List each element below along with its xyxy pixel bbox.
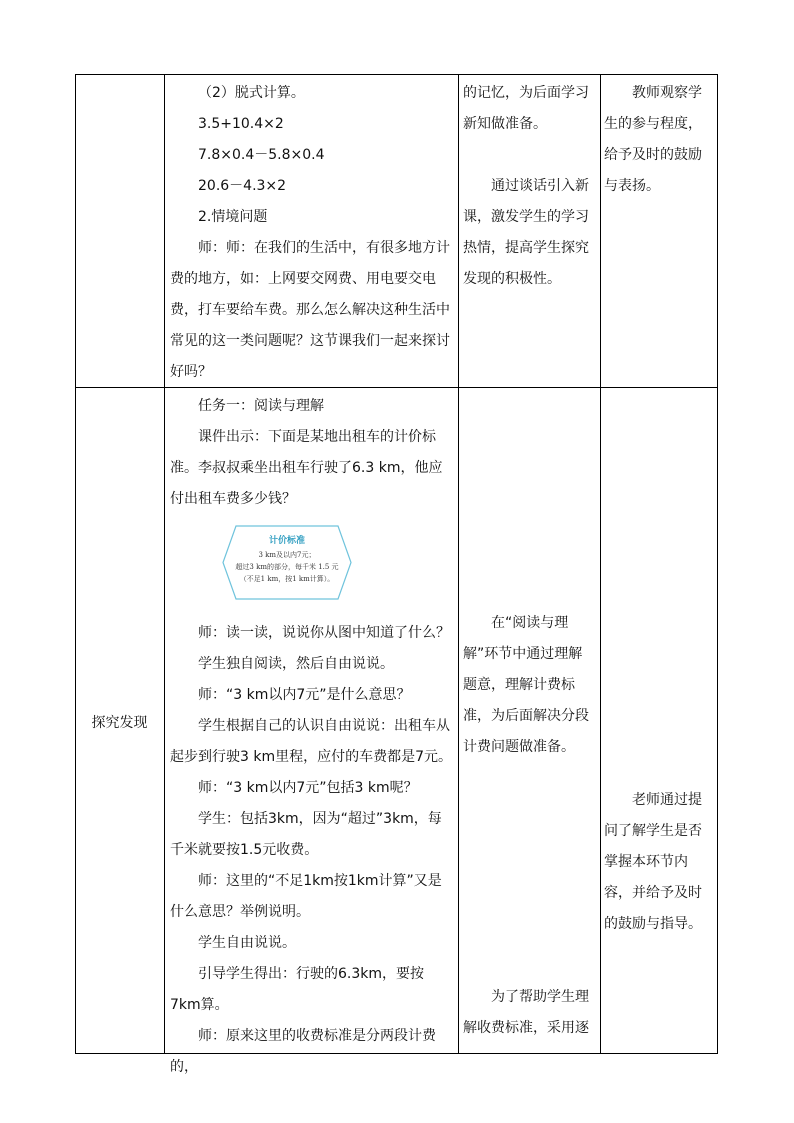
row2-intent-a: 在“阅读与理解”环节中通过理解题意，理解计费标准，为后面解决分段计费问题做准备。 [463, 615, 589, 755]
row1-line-2: 3.5+10.4×2 [198, 116, 284, 132]
row2-evaluation-cell [604, 785, 714, 940]
row2-dialog-8: 学生自由说说。 [198, 935, 296, 951]
row1-content-cell [170, 78, 454, 388]
row2-content-bottom [170, 618, 454, 1083]
row2-design-intent-a [463, 608, 595, 763]
pricing-line-3: （不足1 km，按1 km计算）。 [239, 575, 335, 583]
row2-evaluation: 老师通过提问了解学生是否掌握本环节内容，并给予及时的鼓励与指导。 [604, 792, 702, 932]
row1-evaluation: 教师观察学生的参与程度，给予及时的鼓励与表扬。 [604, 85, 702, 194]
row1-line-5: 2.情境问题 [198, 209, 268, 225]
row2-problem: 课件出示：下面是某地出租车的计价标准。李叔叔乘坐出租车行驶了6.3 km，他应付出租车费多少钱？ [170, 429, 443, 507]
row1-intent-b: 通过谈话引入新课，激发学生的学习热情，提高学生探究发现的积极性。 [463, 178, 589, 287]
row1-line-4: 20.6－4.3×2 [198, 178, 287, 194]
row2-task-title: 任务一：阅读与理解 [198, 398, 324, 414]
pricing-standard-figure [222, 525, 352, 600]
row2-label: 探究发现 [91, 715, 148, 731]
row2-design-intent-b [463, 982, 595, 1044]
row2-dialog-10: 师：原来这里的收费标准是分两段计费的， [170, 1028, 436, 1075]
row2-dialog-1: 师：读一读，说说你从图中知道了什么？ [198, 625, 450, 641]
row2-dialog-6: 学生：包括3km，因为“超过”3km，每千米就要按1.5元收费。 [170, 811, 442, 858]
pricing-line-2: 超过3 km的部分，每千米 1.5 元 [235, 563, 339, 571]
row2-dialog-7: 师：这里的“不足1km按1km计算”又是什么意思？举例说明。 [170, 873, 442, 920]
row2-dialog-2: 学生独自阅读，然后自由说说。 [198, 656, 394, 672]
row2-dialog-9: 引导学生得出：行驶的6.3km，要按7km算。 [170, 966, 425, 1013]
row1-intent-a: 的记忆，为后面学习新知做准备。 [463, 85, 589, 132]
row2-dialog-5: 师：“3 km以内7元”包括3 km呢？ [198, 780, 418, 796]
row1-design-intent-cell [463, 78, 595, 295]
row1-line-6: 师：师：在我们的生活中，有很多地方计费的地方，如：上网要交网费、用电要交电费，打车要给车费。那么怎么解决这种生活中常见的这一类问题呢？这节课我们一起来探讨好吗？ [170, 240, 450, 380]
pricing-title: 计价标准 [268, 536, 305, 546]
row1-line-1: （2）脱式计算。 [198, 85, 305, 101]
row2-dialog-4: 学生根据自己的认识自由说说：出租车从起步到行驶3 km里程，应付的车费都是7元。 [170, 718, 453, 765]
pricing-line-1: 3 km及以内7元； [258, 551, 316, 559]
row2-dialog-3: 师：“3 km以内7元”是什么意思？ [198, 687, 411, 703]
row2-intent-b: 为了帮助学生理解收费标准，采用逐 [463, 989, 589, 1036]
row2-content-top [170, 391, 454, 515]
row1-line-3: 7.8×0.4－5.8×0.4 [198, 147, 325, 163]
row1-evaluation-cell [604, 78, 714, 202]
